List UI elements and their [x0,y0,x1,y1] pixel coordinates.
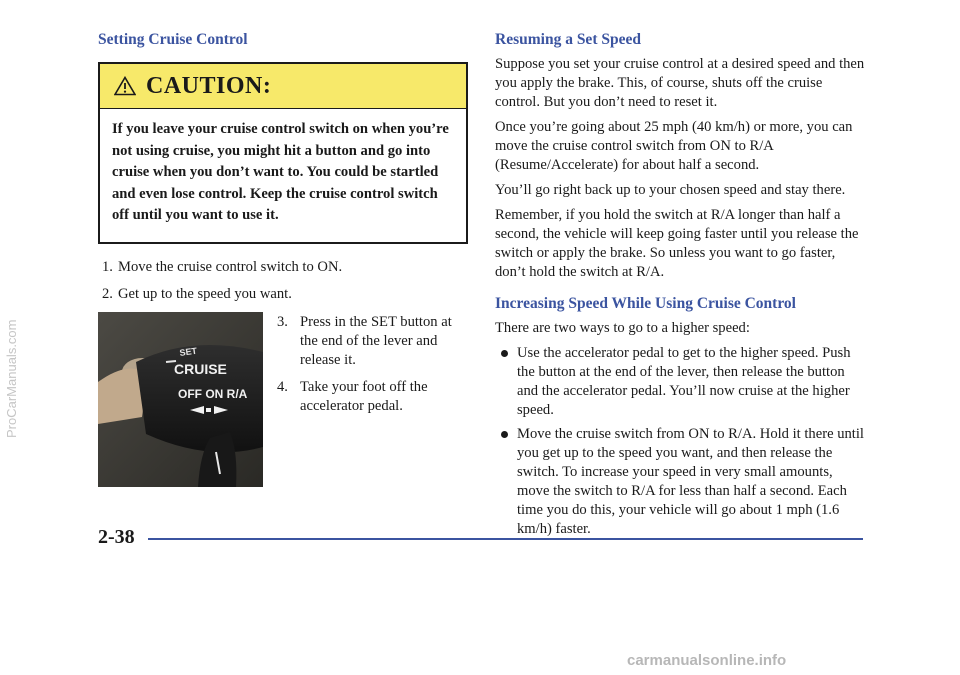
caution-label: CAUTION: [146,72,272,99]
caution-text: If you leave your cruise control switch on when you’re not using cruise, you might hit a button and go into cruise when you don’t want to. You could be startled and even lose control. Keep the cruise control switch off until you want to use it. [112,121,449,223]
cruise-lever-photo [98,312,263,487]
bullet-item [495,344,865,420]
paragraph: Remember, if you hold the switch at R/A longer than half a second, the vehicle will keep going faster until you release the switch or apply the brake. So unless you want to go faster, don’t hold the switch at R/A. [495,207,859,280]
caution-box [98,62,468,244]
page-number: 2-38 [98,526,135,548]
step-text: Take your foot off the accelerator pedal. [300,379,428,414]
increasing-section [495,319,865,544]
resuming-heading: Resuming a Set Speed [495,31,641,48]
step-text: Press in the SET button at the end of the lever and release it. [300,314,452,368]
paragraph: You’ll go right back up to your chosen speed and stay there. [495,182,846,198]
step-number: 3. [277,314,288,330]
step-text: Get up to the speed you want. [118,286,292,302]
bullet-icon [495,344,517,420]
steps-beside-photo [277,313,467,424]
paragraph: Once you’re going about 25 mph (40 km/h) or more, you can move the cruise control switch from ON to R/A (Resume/Accelerate) for about half a second. [495,119,853,173]
lever-label-set: SET [178,345,198,358]
side-watermark: ProCarManuals.com [4,319,19,438]
bottom-watermark: carmanualsonline.info [627,652,787,669]
step-text: Move the cruise control switch to ON. [118,259,343,275]
step-2 [102,285,292,304]
warning-triangle-icon [114,76,136,96]
step-number: 4. [277,379,288,395]
increasing-heading: Increasing Speed While Using Cruise Control [495,295,796,312]
footer-rule [148,538,863,540]
step-4 [277,378,467,416]
bullet-text: Move the cruise switch from ON to R/A. Hold it there until you get up to the speed you want, and then release the switch. To increase your speed in very small amounts, move the switch to R/A for less than half a second. Each time you do this, your vehicle will go about 1 mph (1.6 km/h) faster. [517,426,864,537]
bullet-text: Use the accelerator pedal to get to the higher speed. Push the button at the end of the lever, then release the button and the accelerator pedal. You’ll now cruise at the higher speed. [517,345,851,418]
lever-label-switch: OFF ON R/A [178,387,248,401]
paragraph: Suppose you set your cruise control at a desired speed and then you apply the brake. This, of course, shuts off the cruise control. But you don’t need to reset it. [495,56,865,110]
paragraph: There are two ways to go to a higher speed: [495,320,750,336]
bullet-icon [495,425,517,539]
step-1 [102,258,342,277]
setting-cruise-heading: Setting Cruise Control [98,31,248,48]
lever-label-cruise: CRUISE [174,361,227,377]
resuming-section [495,55,865,288]
caution-header [100,64,466,109]
bullet-item [495,425,865,539]
step-number: 2. [102,286,113,302]
step-number: 1. [102,259,113,275]
step-3 [277,313,467,370]
